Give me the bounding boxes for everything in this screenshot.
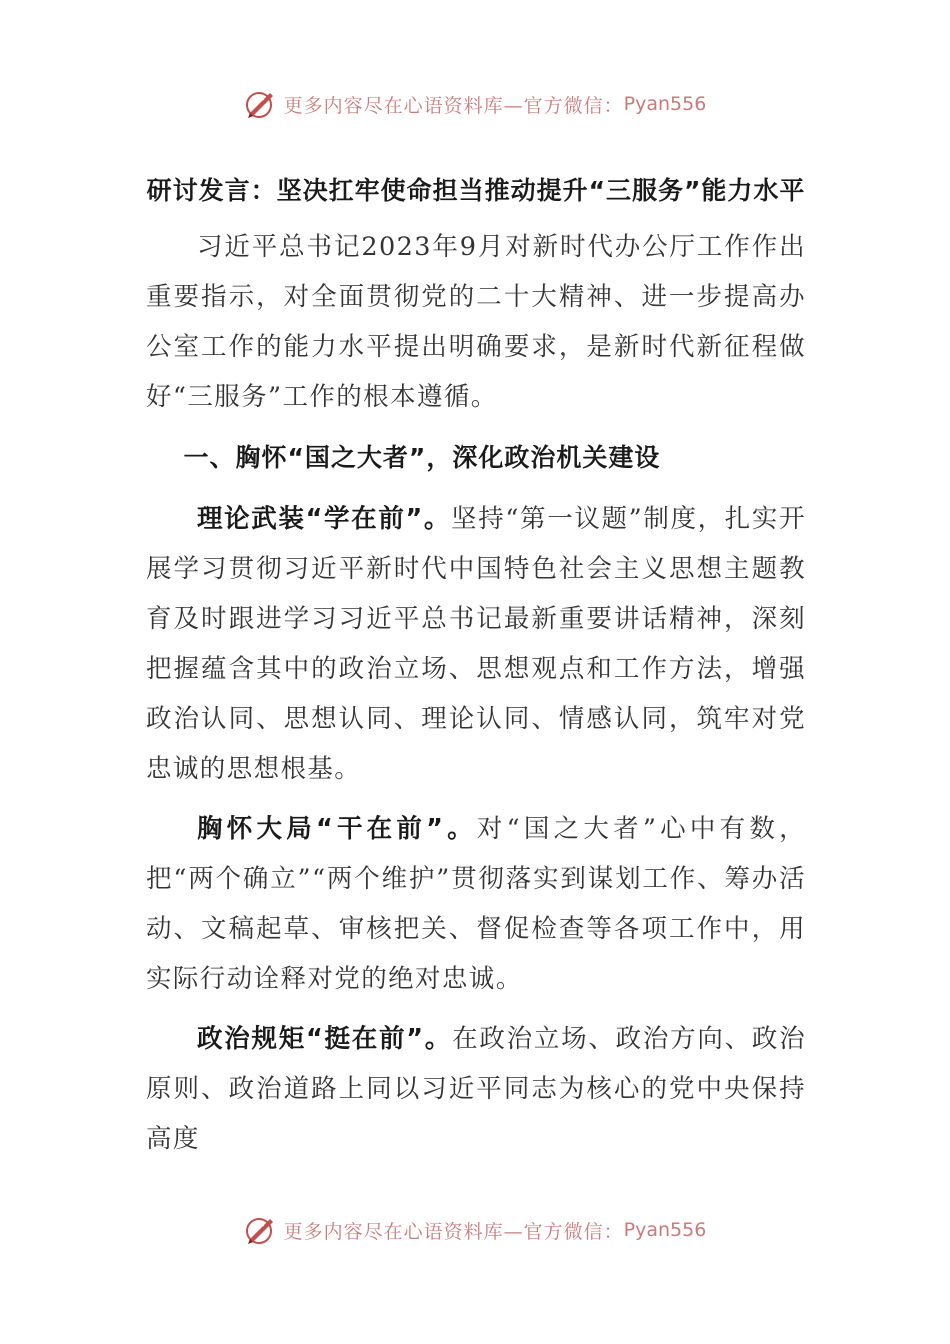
paragraph-rules [146, 1014, 806, 1164]
paragraph-overall [146, 804, 806, 1004]
paragraph-text: 在政治立场、政治方向、政治原则、政治道路上同以习近平同志为核心的党中央保持高度 [146, 1024, 806, 1154]
pen-logo-icon [244, 87, 278, 121]
paragraph-lead: 理论武装“学在前”。 [197, 504, 452, 534]
paragraph-theory [146, 494, 806, 794]
watermark-banner-bottom [0, 1210, 950, 1250]
watermark-text: 更多内容尽在心语资料库—官方微信： [283, 1220, 624, 1243]
paragraph-lead: 政治规矩“挺在前”。 [197, 1024, 453, 1054]
watermark-wechat-id: Pyan556 [623, 93, 707, 115]
document-title: 研讨发言：坚决扛牢使命担当推动提升“三服务”能力水平 [146, 176, 806, 205]
paragraph-text: 坚持“第一议题”制度，扎实开展学习贯彻习近平新时代中国特色社会主义思想主题教育及时跟进学习习近平总书记最新重要讲话精神，深刻把握蕴含其中的政治立场、思想观点和工作方法，增强政治认同、思想认同、理论认同、情感认同，筑牢对党忠诚的思想根基。 [146, 504, 806, 784]
paragraph-lead: 胸怀大局“干在前”。 [197, 814, 477, 844]
watermark-wechat-id: Pyan556 [623, 1219, 707, 1241]
pen-logo-icon [244, 1213, 278, 1247]
section-heading-1: 一、胸怀“国之大者”，深化政治机关建设 [183, 443, 661, 472]
intro-paragraph: 习近平总书记2023年9月对新时代办公厅工作作出重要指示，对全面贯彻党的二十大精神、进一步提高办公室工作的能力水平提出明确要求，是新时代新征程做好“三服务”工作的根本遵循。 [146, 232, 806, 412]
watermark-text: 更多内容尽在心语资料库—官方微信： [283, 94, 624, 117]
paragraph-text: 对“国之大者”心中有数，把“两个确立”“两个维护”贯彻落实到谋划工作、筹办活动、文稿起草、审核把关、督促检查等各项工作中，用实际行动诠释对党的绝对忠诚。 [146, 814, 806, 994]
watermark-banner-top [0, 84, 950, 124]
document-body [146, 166, 806, 1174]
